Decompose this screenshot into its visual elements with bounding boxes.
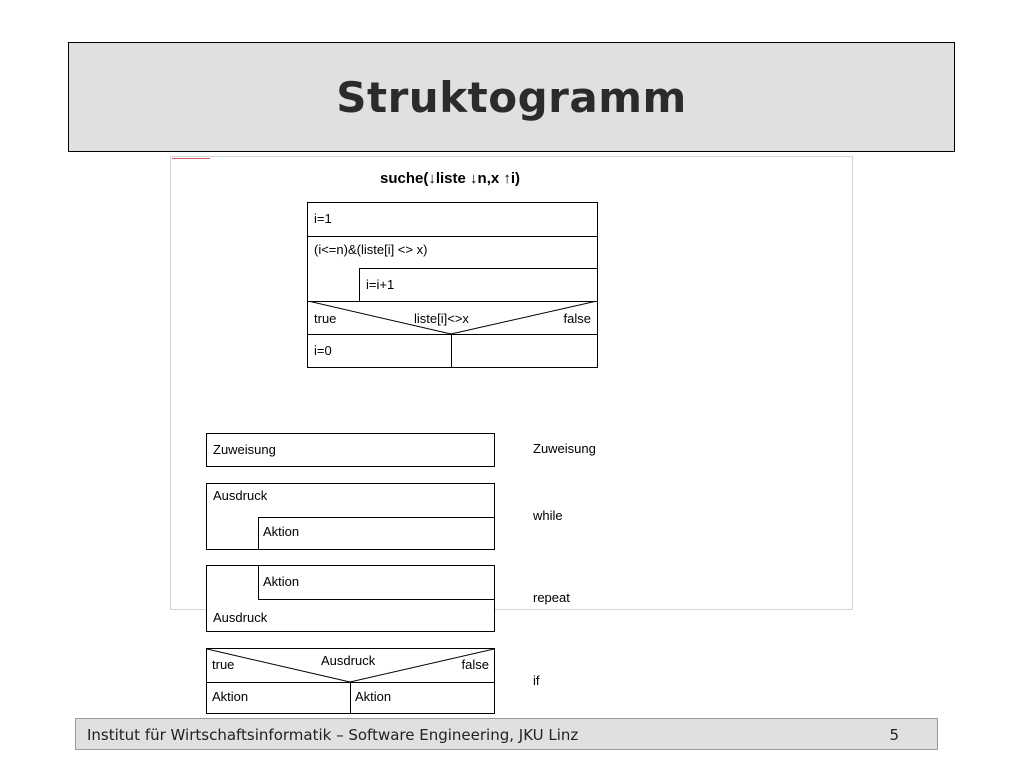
init-statement: i=1 bbox=[314, 211, 332, 226]
legend-assignment-label: Zuweisung bbox=[533, 441, 596, 456]
divider bbox=[359, 268, 597, 269]
function-title: suche(↓liste ↓n,x ↑i) bbox=[380, 170, 521, 187]
divider bbox=[308, 236, 597, 237]
if-condition: liste[i]<>x bbox=[414, 311, 469, 326]
legend-if-block bbox=[206, 648, 495, 714]
if-legend-condition: Ausdruck bbox=[321, 653, 376, 668]
legend-while-label: while bbox=[533, 508, 563, 523]
loop-body: i=i+1 bbox=[366, 277, 395, 292]
if-legend-false: false bbox=[461, 657, 489, 672]
legend-repeat-label: repeat bbox=[533, 590, 570, 605]
loop-condition: (i<=n)&(liste[i] <> x) bbox=[314, 242, 428, 257]
example-struktogramm bbox=[307, 202, 598, 368]
legend-repeat-block bbox=[206, 565, 495, 632]
if-legend-true: true bbox=[212, 657, 235, 672]
divider bbox=[308, 334, 597, 335]
then-action: i=0 bbox=[314, 343, 332, 358]
repeat-condition: Ausdruck bbox=[213, 610, 268, 625]
divider bbox=[451, 334, 452, 367]
legend-assignment-block bbox=[206, 433, 495, 467]
if-false-label: false bbox=[563, 311, 591, 326]
if-legend-then: Aktion bbox=[212, 689, 249, 704]
while-condition: Ausdruck bbox=[213, 488, 268, 503]
divider bbox=[350, 682, 351, 713]
assignment-text: Zuweisung bbox=[213, 442, 276, 457]
divider bbox=[258, 566, 259, 599]
page-number: 5 bbox=[889, 726, 899, 744]
canvas-marker bbox=[172, 158, 210, 162]
while-action: Aktion bbox=[263, 524, 300, 539]
divider bbox=[359, 268, 360, 301]
divider bbox=[258, 517, 259, 549]
if-true-label: true bbox=[314, 311, 337, 326]
slide-title-box bbox=[68, 42, 955, 152]
legend-while-block bbox=[206, 483, 495, 550]
divider bbox=[258, 517, 494, 518]
footer-text: Institut für Wirtschaftsinformatik – Software Engineering, JKU Linz bbox=[87, 726, 579, 744]
legend-if-label: if bbox=[533, 673, 540, 688]
repeat-action: Aktion bbox=[263, 574, 300, 589]
if-legend-else: Aktion bbox=[355, 689, 392, 704]
slide-title: Struktogramm bbox=[336, 72, 687, 122]
divider bbox=[258, 599, 494, 600]
slide-footer bbox=[75, 718, 938, 750]
